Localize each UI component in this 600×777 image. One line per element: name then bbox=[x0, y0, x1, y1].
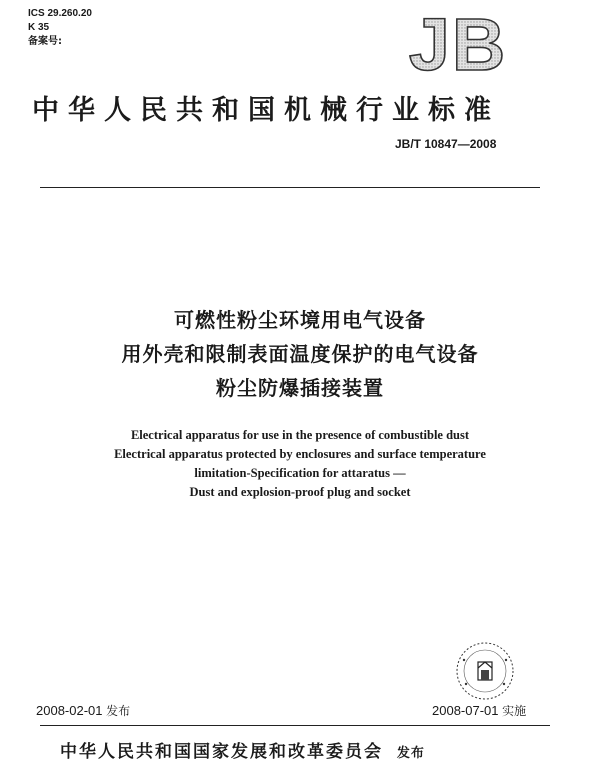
classification-code: K 35 bbox=[28, 22, 50, 33]
title-cn-line-2: 用外壳和限制表面温度保护的电气设备 bbox=[121, 342, 479, 366]
standard-category-title: 中华人民共和国机械行业标准 bbox=[32, 95, 500, 126]
jb-logo bbox=[398, 6, 518, 78]
issue-date: 2008-02-01 bbox=[36, 703, 103, 718]
effective-label: 实施 bbox=[502, 704, 527, 718]
title-cn-line-1: 可燃性粉尘环境用电气设备 bbox=[174, 308, 426, 332]
effective-date: 2008-07-01 bbox=[432, 703, 499, 718]
footer-divider bbox=[40, 725, 550, 726]
title-en-line-1: Electrical apparatus for use in the presence of combustible dust bbox=[130, 428, 470, 442]
title-en-line-3: limitation-Specification for attaratus — bbox=[194, 466, 406, 480]
effective-date-block bbox=[432, 702, 526, 719]
standard-number: JB/T 10847—2008 bbox=[395, 137, 497, 151]
title-en-line-4: Dust and explosion-proof plug and socket bbox=[189, 485, 411, 499]
ics-code: ICS 29.260.20 bbox=[28, 8, 92, 19]
issue-date-block bbox=[36, 702, 130, 719]
publisher-seal-icon bbox=[452, 638, 518, 704]
title-en-line-2: Electrical apparatus protected by enclosures and surface temperature bbox=[114, 447, 486, 461]
issue-label: 发布 bbox=[106, 704, 131, 718]
issuer-name: 中华人民共和国国家发展和改革委员会 bbox=[60, 742, 383, 762]
title-cn-line-3: 粉尘防爆插接装置 bbox=[216, 376, 384, 400]
issuer-line bbox=[60, 737, 560, 762]
logo-text: JB bbox=[408, 6, 508, 78]
issuer-action: 发布 bbox=[396, 746, 425, 761]
header-divider bbox=[40, 187, 540, 188]
record-number-label: 备案号: bbox=[28, 36, 62, 47]
